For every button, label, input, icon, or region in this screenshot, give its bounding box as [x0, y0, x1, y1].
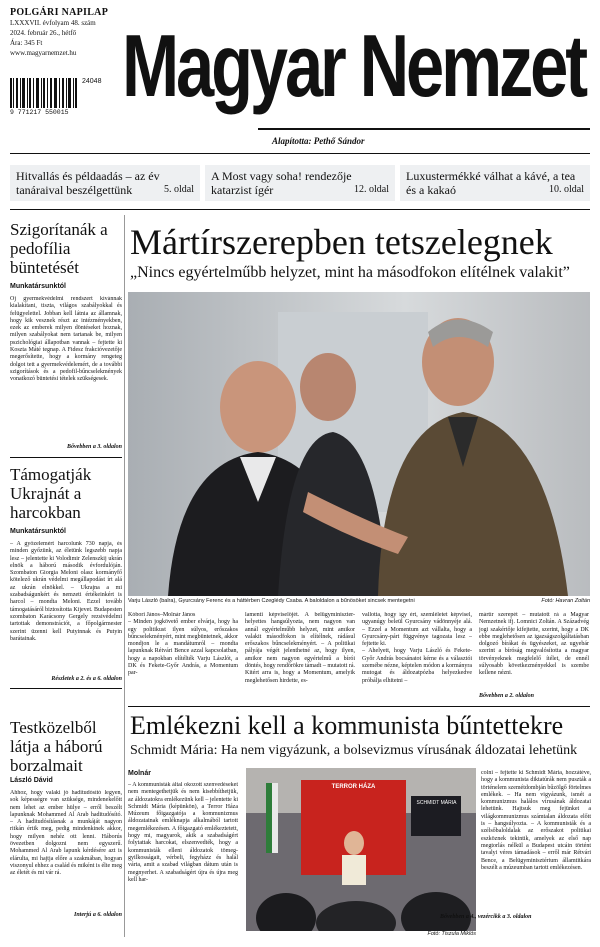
- teaser-page: 12. oldal: [354, 184, 389, 195]
- sidebar-continue[interactable]: Részletek a 2. és a 6. oldalon: [51, 676, 122, 682]
- lead-photo-credit: Fotó: Havran Zoltán: [541, 598, 590, 604]
- sidebar-headline[interactable]: Testközelből látja a háború borzalmait: [10, 718, 103, 775]
- teaser-text: Hitvallás és példaadás – az év tanáraival beszélgettünk: [16, 169, 160, 197]
- second-photo: [246, 768, 476, 931]
- lead-column: vallotta, hogy így ért, szemléletet képvisel, ugyanúgy beleül Gyurcsány vádönnyéje alá. – Ezzel a Momentum azt vállalta, hogy a Gyurcsány-párt függvénye tagozata lesz – fejtette ki. – Ahelyett, hogy Varju László és Fekete-Győr András bocsánatot kérne és a választói szemébe nézne, képtelen módon a kormányra mutogat és áldozatpózba helyezkedve próbálja elhitetni –: [362, 612, 472, 684]
- second-column: – A kommunisták által okozott szenvedéseket nem mentegethetjük és nem kisebbíthetjük, az áldozatokra emlékezünk kell – jelentette ki Schmidt Mária (képünkön), a Terror Háza Múzeum főigazgatója a kommunizmus áldozatainak emléknapja alkalmából tartott megemlékezésen. A főigazgató emlékeztetett, hogy mi, magyarok, akik a szabadságért folytattak harcokat, elszenvedték, hogy a kommunisták elleni áldozatok tömeg- gyilkosságait, vérbeli, fegyházz és halál várta, amit a szabad világban dátum után is megnyerhet. A szabadságért újra és újra meg kell har-: [128, 782, 238, 883]
- teaser-divider: [10, 209, 590, 210]
- lead-column: Kóbori János–Molnár János – Minden jogkövető ember elvárja, hogy ha egy politikust ilyen súlyos, erőszakos bűncselekményért, mint megbüntetnek, akkor mondjon le a mandátumról – mondta lapunknak Rétvári Bence azzal kapcsolatban, hogy a napokban elítélték Varju Lászlót, a DK és Fekete-Győr András, a Momentum par-: [128, 612, 238, 677]
- volume-info: LXXXVII. évfolyam 48. szám: [10, 19, 96, 27]
- second-photo-image: [246, 768, 476, 931]
- screen-text: SCHMIDT MÁRIA: [416, 800, 457, 806]
- teaser-page: 5. oldal: [164, 184, 194, 195]
- second-subheadline: Schmidt Mária: Ha nem vigyázunk, a bolsevizmus vírusának áldozatai lehetünk: [130, 743, 578, 758]
- lead-photo: [128, 292, 590, 596]
- teaser-item[interactable]: [205, 165, 395, 201]
- lead-column: mártír szerepét – mutatott rá a Magyar Nemzetnek ifj. Lomnici Zoltán. A Századvég jogi szakértője kifejtette, szerint, hogy a DK ebbe meglehetősen az igazságszolgáltatásban dolgozó bírákat és ügyészeket, az ugyebár szerint a bíróság megvalósította a magyar törvényeknek megfelelő ítélet, de ennél súlyosabb következményekkel is szembe kellene nézni.: [479, 612, 589, 677]
- teaser-item[interactable]: [10, 165, 200, 201]
- barcode-number: 9 771217 550015: [10, 109, 69, 116]
- price: Ára: 345 Ft: [10, 39, 43, 47]
- second-photo-credit: Fotó: Tiszula Miklós: [427, 931, 476, 937]
- barcode-issue: 24048: [82, 78, 102, 85]
- sidebar-byline: Munkatársunktól: [10, 283, 67, 290]
- second-byline: Molnár: [128, 770, 151, 777]
- lead-continue[interactable]: Bővebben a 2. oldalon: [479, 693, 534, 699]
- sidebar-text: – A győzelemért harcolunk 730 napja, és minden győzünk, az életünk legszebb napja lesz – jelentette ki Volodimir Zelenszkij ukrán elnök a háború második évfordulóján. Szombaton Giorgia Meloni olasz kormányfő kötelező ukrán védelmi megállapodást írt alá az ukrán elnökkel. – Ukrajna a mi szabadságunkért és nemzeti értékeinkért is harcol – mondta Meloni. Ezzel tovább támogatásáról biztosította Kijevet. Budapesten szombaton Karácsony Gergely rezsivédelmi tartottak demonstrációt, a főpolgármester szerint üzenni kell Putyinnak és Putyin barátainak.: [10, 541, 122, 642]
- second-column: colni – fejtette ki Schmidt Mária, hozzátéve, hogy a kommunista diktatúrák nem puszták a történelem szemétdombján bűzölgő förtelmes emlékek. – Ha nem vigyázunk, ismét a kommunizmus halálos vírusának áldozatai lehetünk. Hajtsuk meg fejünket a világkommunizmus számtalan áldozata előtt is – hangsúlyozta. – A kommunisták és a szélsőbaloldalak az erőszakot politikai eszköznek tekintik, amelyek az első nap megtorlás nélkül a Budapest utcáin történt tavalyi véres támadások – erről már Rétvári Bence, a Belügyminisztérium államtitkára beszélt a múzeumban tartott emlékezésen.: [481, 770, 591, 871]
- sidebar-headline[interactable]: Támogatják Ukrajnát a harcokban: [10, 465, 92, 522]
- sidebar-byline: Munkatársunktól: [10, 528, 67, 535]
- lead-caption-text: Varju László (balra), Gyurcsány Ferenc és a háttérben Czeglédy Csaba. A baloldalon a bűnösöket sincsek mentegetni: [128, 598, 415, 604]
- teaser-page: 10. oldal: [549, 184, 584, 195]
- teaser-text: Luxustermékké válhat a kávé, a tea és a kakaó: [406, 169, 576, 197]
- sidebar-separator: [10, 457, 122, 458]
- issue-date: 2024. február 26., hétfő: [10, 29, 77, 37]
- sidebar-continue[interactable]: Interjú a 6. oldalon: [73, 912, 122, 918]
- paper-type: POLGÁRI NAPILAP: [10, 7, 109, 18]
- masthead-divider: [10, 153, 590, 154]
- website-link[interactable]: www.magyarnemzet.hu: [10, 49, 77, 57]
- founder-line: Alapította: Pethő Sándor: [272, 136, 365, 146]
- lead-column: lamenti képviselőjét. A belügyminiszter-helyettes hangsúlyozta, nem nagyon van annál egyértelműbb helyzet, mint amikor valakit másodfokon is elítélnek, rádásul erőszakos bűncselekményért. – A politikai pályája végét jelenthetné az, hogy ilyen, amikor nem nagyon egyértelmű a bírói döntés, hogy rendőrökre támadt – mutatott rá. Kitért arra is, hogy a Momentum, amelyik meglehetősen hirdette, es-: [245, 612, 355, 684]
- sidebar-text: Oj gyermekvédelmi rendszert kívánnak kialakítani, tiszta, világos szabályokkal és felügyelettel. Jobban kell látnia az államnak, hogy kik vesznek részt az intézményekben, ezek az emberek milyen döntéseket hoznak, milyen szabályokat nem tartanak be, milyen pszichológiai állapotban vannak – fejtette ki Koszta Máté tegnap. A Fidesz frakcióvezetője megerősítette, hogy a kormány rengeteg dolgot tett a gyermekvédelemért, de a további szigorítások és a pedofil-bűncselekmények vonatkozó büntetési tételek szükségesek.: [10, 296, 122, 383]
- teaser-item[interactable]: [400, 165, 590, 201]
- barcode: [10, 78, 110, 118]
- sidebar-headline[interactable]: Szigorítanák a pedofília büntetését: [10, 220, 108, 277]
- lead-subheadline: „Nincs egyértelműbb helyzet, mint ha másodfokon elítélnek valakit”: [130, 264, 570, 281]
- lead-photo-image: [128, 292, 590, 596]
- teaser-text: A Most vagy soha! rendezője katarzist ígér: [211, 169, 352, 197]
- masthead-meta: [10, 8, 122, 58]
- lead-divider: [128, 706, 590, 707]
- lead-caption: [128, 598, 590, 605]
- second-headline[interactable]: Emlékezni kell a kommunista bűntettekre: [130, 711, 564, 740]
- title-underline: [258, 128, 590, 130]
- newspaper-title: Magyar Nemzet: [122, 16, 585, 115]
- sidebar-separator: [10, 688, 122, 689]
- sidebar-divider: [124, 215, 125, 937]
- sidebar-byline: László Dávid: [10, 777, 53, 784]
- second-continue[interactable]: Bővebben a 4., vezércikk a 3. oldalon: [440, 914, 532, 920]
- stage-sign: TERROR HÁZA: [331, 784, 376, 790]
- sidebar-continue[interactable]: Bővebben a 3. oldalon: [67, 444, 122, 450]
- lead-headline[interactable]: Mártírszerepben tetszelegnek: [130, 222, 553, 262]
- sidebar-text: Ahhoz, hogy valaki jó haditudósító legyen, sok képességre van szüksége, mindenekelőtt nem lehet az ember hülye – erről beszélt lapunknak Mohammed Al Arab haditudósító. – A haditudósításnak a munkáját nagyon ritkán értik meg, pedig mindenkinek akkor, hogy milyen nehéz ott lenni. Háborús övezetben dolgozni nem egyszerű. Mohammed Al Arab lapunk kérdésére azt is elárulta, mi hajtja előre a szakmában, hogyan viszonyul ehhez a család és miként is élte meg az életét és mi vár rá.: [10, 790, 122, 877]
